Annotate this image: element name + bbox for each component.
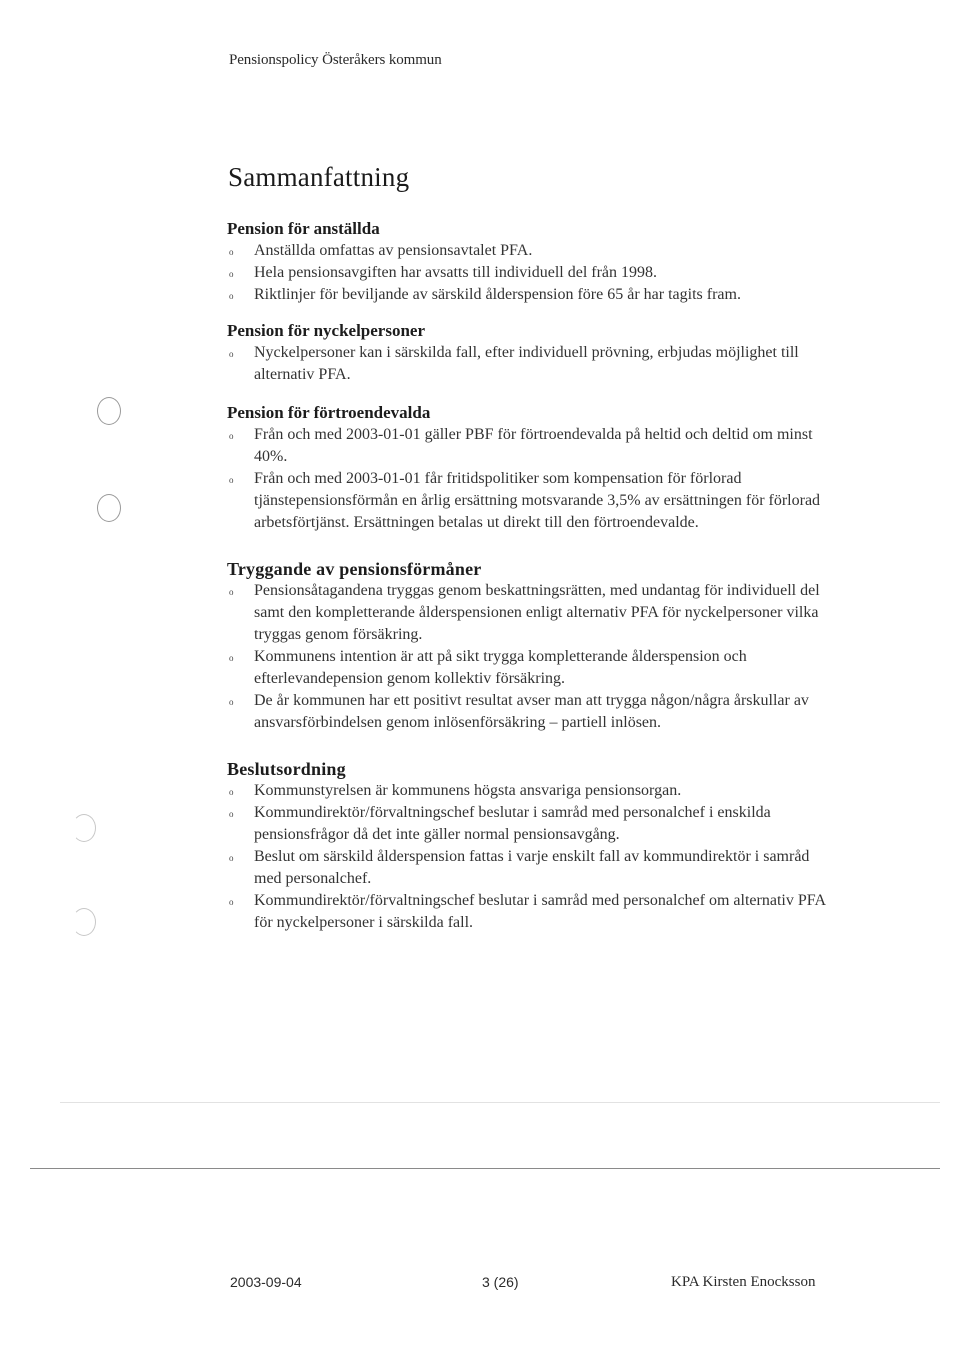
bullet-icon: o <box>229 809 234 819</box>
section-pension-anstallda <box>227 218 827 306</box>
list-item-text: Kommundirektör/förvaltningschef beslutar i samråd med personalchef i enskilda pensionsfrågor då det inte gäller normal pensionsavgång. <box>254 804 771 843</box>
list-item <box>227 240 827 262</box>
list-item-text: Hela pensionsavgiften har avsatts till individuell del från 1998. <box>254 264 658 281</box>
bullet-icon: o <box>229 431 234 441</box>
section-heading: Tryggande av pensionsförmåner <box>227 559 482 579</box>
list-item-text: Från och med 2003-01-01 gäller PBF för förtroendevalda på heltid och deltid om minst 40%. <box>254 426 813 465</box>
section-heading: Pension för anställda <box>227 219 380 238</box>
bullet-icon: o <box>229 853 234 863</box>
list-item <box>227 468 827 534</box>
list-item <box>227 802 827 846</box>
bullet-list <box>227 424 827 534</box>
bullet-icon: o <box>229 475 234 485</box>
footer-divider <box>30 1168 940 1169</box>
list-item-text: Pensionsåtagandena tryggas genom beskattningsrätten, med undantag för individuell del samt den kompletterande ålderspensionen enligt alternativ PFA för nyckelpersoner vilka tryggas genom försäkring. <box>254 582 820 643</box>
page-title: Sammanfattning <box>228 162 410 192</box>
bullet-list <box>227 342 827 386</box>
list-item-text: Beslut om särskild ålderspension fattas i varje enskilt fall av kommundirektör i samråd med personalchef. <box>254 848 810 887</box>
page-header: Pensionspolicy Österåkers kommun <box>229 52 442 68</box>
section-pension-fortroendevalda <box>227 402 827 534</box>
footer-page-number: 3 (26) <box>482 1274 519 1290</box>
section-heading: Pension för förtroendevalda <box>227 403 431 422</box>
bullet-list <box>227 240 827 306</box>
bullet-list <box>227 580 827 734</box>
bullet-icon: o <box>229 787 234 797</box>
footer-date: 2003-09-04 <box>230 1274 302 1290</box>
bullet-icon: o <box>229 247 234 257</box>
bullet-icon: o <box>229 349 234 359</box>
footer-author: KPA Kirsten Enocksson <box>671 1274 816 1290</box>
divider <box>60 1102 940 1103</box>
section-tryggande <box>227 558 827 734</box>
list-item <box>227 780 827 802</box>
list-item-text: Från och med 2003-01-01 får fritidspolitiker som kompensation för förlorad tjänstepensionsförmån en årlig ersättning motsvarande 3,5% av ersättningen för förlorad arbetsförtjänst. Ersättningen betalas ut direkt till den förtroendevalde. <box>254 470 821 531</box>
list-item <box>227 690 827 734</box>
bullet-icon: o <box>229 897 234 907</box>
list-item-text: Riktlinjer för beviljande av särskild ålderspension före 65 år har tagits fram. <box>254 286 741 303</box>
bullet-icon: o <box>229 697 234 707</box>
punch-hole-icon <box>72 908 96 936</box>
section-heading: Pension för nyckelpersoner <box>227 321 426 340</box>
bullet-icon: o <box>229 269 234 279</box>
bullet-list <box>227 780 827 934</box>
bullet-icon: o <box>229 291 234 301</box>
bullet-icon: o <box>229 653 234 663</box>
list-item <box>227 890 827 934</box>
section-pension-nyckelpersoner <box>227 320 827 386</box>
bullet-icon: o <box>229 587 234 597</box>
list-item-text: Anställda omfattas av pensionsavtalet PFA. <box>254 242 533 259</box>
list-item-text: De år kommunen har ett positivt resultat avser man att trygga någon/några årskullar av ansvarsförbindelsen genom inlösenförsäkring – partiell inlösen. <box>254 692 809 731</box>
list-item <box>227 342 827 386</box>
list-item-text: Kommundirektör/förvaltningschef beslutar i samråd med personalchef om alternativ PFA för nyckelpersoner i särskilda fall. <box>254 892 826 931</box>
list-item <box>227 424 827 468</box>
list-item <box>227 284 827 306</box>
list-item <box>227 580 827 646</box>
punch-hole-icon <box>97 494 121 522</box>
list-item-text: Kommunens intention är att på sikt trygga kompletterande ålderspension och efterlevandepension genom kollektiv försäkring. <box>254 648 747 687</box>
list-item <box>227 262 827 284</box>
list-item-text: Kommunstyrelsen är kommunens högsta ansvariga pensionsorgan. <box>254 782 682 799</box>
punch-hole-icon <box>97 397 121 425</box>
list-item <box>227 846 827 890</box>
list-item <box>227 646 827 690</box>
list-item-text: Nyckelpersoner kan i särskilda fall, efter individuell prövning, erbjudas möjlighet till alternativ PFA. <box>254 344 799 383</box>
section-beslutsordning <box>227 758 827 934</box>
document-body <box>227 218 827 934</box>
punch-hole-icon <box>72 814 96 842</box>
section-heading: Beslutsordning <box>227 759 346 779</box>
